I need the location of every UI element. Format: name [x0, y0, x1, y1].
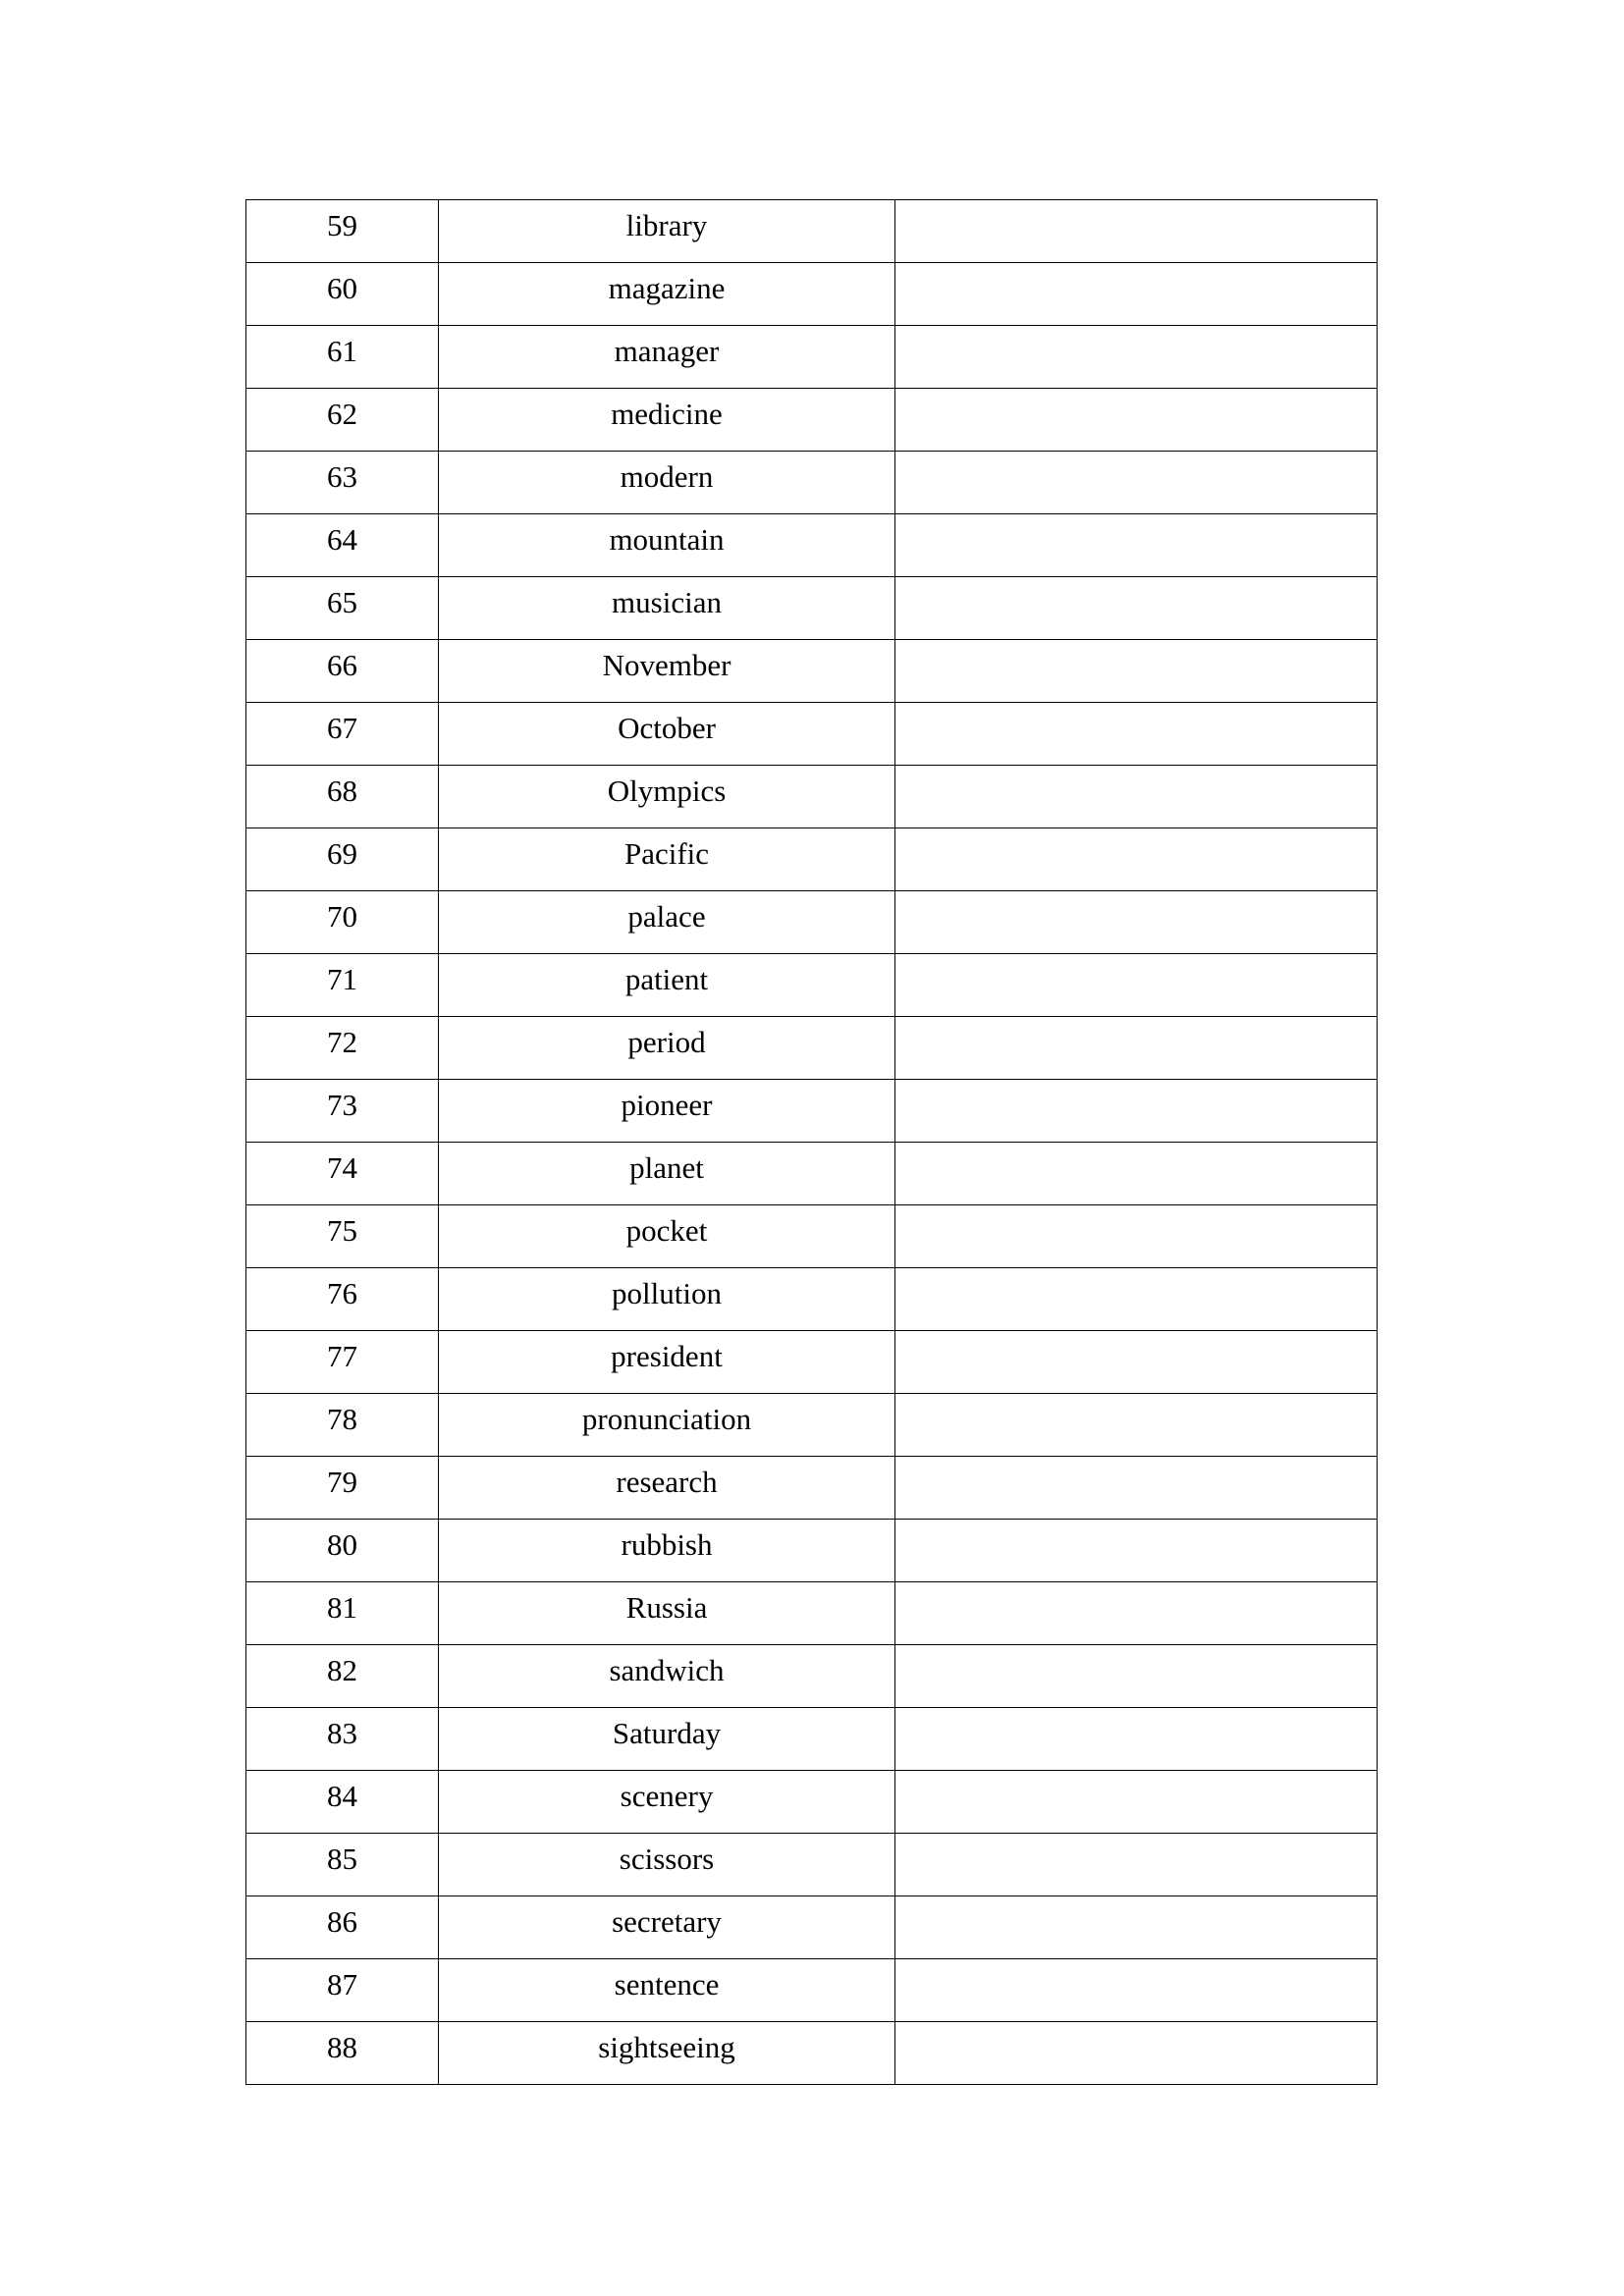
- vocabulary-word-cell: scenery: [439, 1771, 895, 1834]
- row-number-cell: 78: [246, 1394, 439, 1457]
- vocabulary-word-cell: magazine: [439, 263, 895, 326]
- answer-blank-cell[interactable]: [895, 1394, 1378, 1457]
- answer-blank-cell[interactable]: [895, 954, 1378, 1017]
- vocabulary-word-cell: November: [439, 640, 895, 703]
- row-number-cell: 77: [246, 1331, 439, 1394]
- answer-blank-cell[interactable]: [895, 514, 1378, 577]
- row-number-cell: 75: [246, 1205, 439, 1268]
- row-number-cell: 67: [246, 703, 439, 766]
- row-number-cell: 74: [246, 1143, 439, 1205]
- answer-blank-cell[interactable]: [895, 1017, 1378, 1080]
- table-row: [246, 2022, 1378, 2085]
- table-row: [246, 326, 1378, 389]
- vocabulary-word-cell: pronunciation: [439, 1394, 895, 1457]
- row-number-cell: 62: [246, 389, 439, 452]
- answer-blank-cell[interactable]: [895, 1520, 1378, 1582]
- table-row: [246, 1834, 1378, 1896]
- row-number-cell: 70: [246, 891, 439, 954]
- row-number-cell: 73: [246, 1080, 439, 1143]
- answer-blank-cell[interactable]: [895, 1268, 1378, 1331]
- vocabulary-word-cell: president: [439, 1331, 895, 1394]
- vocabulary-word-cell: Pacific: [439, 828, 895, 891]
- table-row: [246, 640, 1378, 703]
- table-row: [246, 1708, 1378, 1771]
- answer-blank-cell[interactable]: [895, 1645, 1378, 1708]
- vocabulary-word-cell: rubbish: [439, 1520, 895, 1582]
- row-number-cell: 69: [246, 828, 439, 891]
- answer-blank-cell[interactable]: [895, 1331, 1378, 1394]
- table-row: [246, 1771, 1378, 1834]
- vocabulary-word-cell: pocket: [439, 1205, 895, 1268]
- table-row: [246, 389, 1378, 452]
- answer-blank-cell[interactable]: [895, 2022, 1378, 2085]
- answer-blank-cell[interactable]: [895, 1834, 1378, 1896]
- vocabulary-word-cell: medicine: [439, 389, 895, 452]
- table-row: [246, 1457, 1378, 1520]
- answer-blank-cell[interactable]: [895, 640, 1378, 703]
- vocabulary-word-cell: research: [439, 1457, 895, 1520]
- answer-blank-cell[interactable]: [895, 1959, 1378, 2022]
- table-row: [246, 1080, 1378, 1143]
- row-number-cell: 61: [246, 326, 439, 389]
- row-number-cell: 80: [246, 1520, 439, 1582]
- table-row: [246, 577, 1378, 640]
- answer-blank-cell[interactable]: [895, 577, 1378, 640]
- vocabulary-word-cell: pollution: [439, 1268, 895, 1331]
- row-number-cell: 83: [246, 1708, 439, 1771]
- vocabulary-word-cell: patient: [439, 954, 895, 1017]
- row-number-cell: 82: [246, 1645, 439, 1708]
- answer-blank-cell[interactable]: [895, 828, 1378, 891]
- vocabulary-word-cell: musician: [439, 577, 895, 640]
- table-row: [246, 1582, 1378, 1645]
- table-row: [246, 514, 1378, 577]
- table-row: [246, 1896, 1378, 1959]
- vocabulary-word-cell: pioneer: [439, 1080, 895, 1143]
- row-number-cell: 76: [246, 1268, 439, 1331]
- row-number-cell: 60: [246, 263, 439, 326]
- answer-blank-cell[interactable]: [895, 326, 1378, 389]
- row-number-cell: 66: [246, 640, 439, 703]
- row-number-cell: 87: [246, 1959, 439, 2022]
- answer-blank-cell[interactable]: [895, 703, 1378, 766]
- table-row: [246, 703, 1378, 766]
- answer-blank-cell[interactable]: [895, 1582, 1378, 1645]
- table-row: [246, 828, 1378, 891]
- answer-blank-cell[interactable]: [895, 1708, 1378, 1771]
- table-row: [246, 1017, 1378, 1080]
- table-row: [246, 1959, 1378, 2022]
- row-number-cell: 84: [246, 1771, 439, 1834]
- answer-blank-cell[interactable]: [895, 389, 1378, 452]
- word-table-body: [246, 200, 1378, 2085]
- vocabulary-word-cell: planet: [439, 1143, 895, 1205]
- answer-blank-cell[interactable]: [895, 1205, 1378, 1268]
- vocabulary-word-cell: period: [439, 1017, 895, 1080]
- answer-blank-cell[interactable]: [895, 1896, 1378, 1959]
- table-row: [246, 452, 1378, 514]
- row-number-cell: 59: [246, 200, 439, 263]
- row-number-cell: 65: [246, 577, 439, 640]
- answer-blank-cell[interactable]: [895, 1457, 1378, 1520]
- table-row: [246, 263, 1378, 326]
- table-row: [246, 1205, 1378, 1268]
- table-row: [246, 891, 1378, 954]
- vocabulary-word-cell: sentence: [439, 1959, 895, 2022]
- answer-blank-cell[interactable]: [895, 1143, 1378, 1205]
- vocabulary-word-cell: secretary: [439, 1896, 895, 1959]
- table-row: [246, 1520, 1378, 1582]
- table-row: [246, 954, 1378, 1017]
- vocabulary-word-cell: October: [439, 703, 895, 766]
- vocabulary-word-cell: Saturday: [439, 1708, 895, 1771]
- answer-blank-cell[interactable]: [895, 200, 1378, 263]
- word-table: [245, 199, 1378, 2085]
- answer-blank-cell[interactable]: [895, 1080, 1378, 1143]
- vocabulary-word-cell: scissors: [439, 1834, 895, 1896]
- row-number-cell: 71: [246, 954, 439, 1017]
- vocabulary-word-cell: modern: [439, 452, 895, 514]
- answer-blank-cell[interactable]: [895, 891, 1378, 954]
- vocabulary-word-cell: library: [439, 200, 895, 263]
- answer-blank-cell[interactable]: [895, 766, 1378, 828]
- row-number-cell: 79: [246, 1457, 439, 1520]
- vocabulary-word-cell: Olympics: [439, 766, 895, 828]
- vocabulary-word-cell: palace: [439, 891, 895, 954]
- table-row: [246, 1143, 1378, 1205]
- answer-blank-cell[interactable]: [895, 263, 1378, 326]
- row-number-cell: 68: [246, 766, 439, 828]
- table-row: [246, 1394, 1378, 1457]
- vocabulary-word-cell: manager: [439, 326, 895, 389]
- table-row: [246, 200, 1378, 263]
- answer-blank-cell[interactable]: [895, 1771, 1378, 1834]
- vocabulary-word-cell: sandwich: [439, 1645, 895, 1708]
- row-number-cell: 88: [246, 2022, 439, 2085]
- table-row: [246, 1331, 1378, 1394]
- row-number-cell: 64: [246, 514, 439, 577]
- row-number-cell: 85: [246, 1834, 439, 1896]
- table-row: [246, 1268, 1378, 1331]
- row-number-cell: 81: [246, 1582, 439, 1645]
- table-row: [246, 1645, 1378, 1708]
- vocabulary-word-cell: mountain: [439, 514, 895, 577]
- vocabulary-word-cell: sightseeing: [439, 2022, 895, 2085]
- row-number-cell: 86: [246, 1896, 439, 1959]
- table-row: [246, 766, 1378, 828]
- row-number-cell: 72: [246, 1017, 439, 1080]
- answer-blank-cell[interactable]: [895, 452, 1378, 514]
- vocabulary-word-cell: Russia: [439, 1582, 895, 1645]
- row-number-cell: 63: [246, 452, 439, 514]
